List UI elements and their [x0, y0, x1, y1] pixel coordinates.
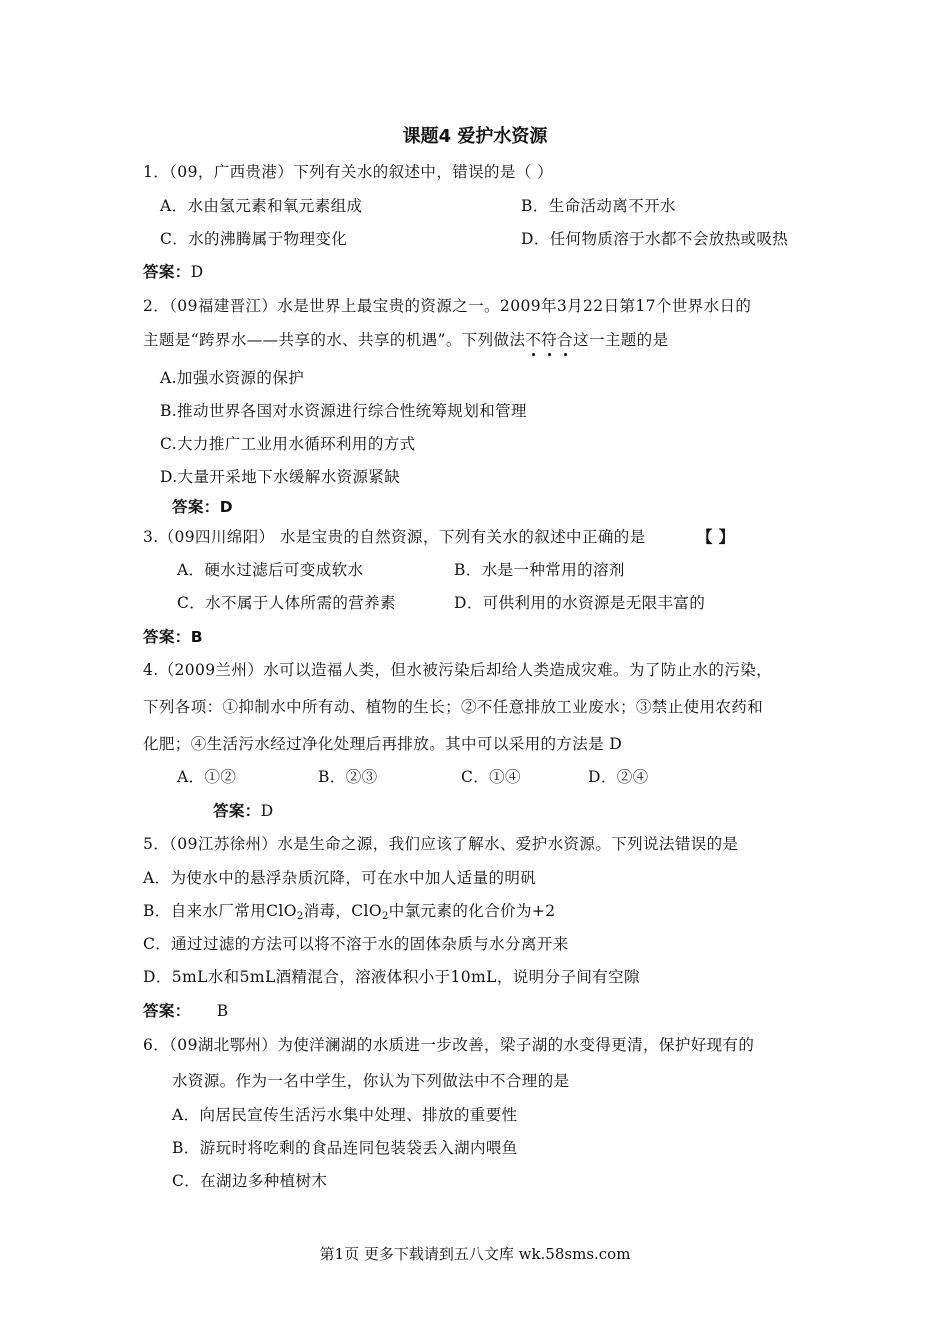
question-1-answer [143, 262, 204, 282]
question-3-option-a: A．硬水过滤后可变成软水 [177, 561, 364, 579]
question-3-answer: 答案：B [143, 628, 203, 646]
emphasis-char: 符 [541, 331, 558, 349]
question-2-option-c: C.大力推广工业用水循环利用的方式 [160, 435, 416, 453]
question-1-stem: 1．（09，广西贵港）下列有关水的叙述中，错误的是（ ） [143, 163, 553, 181]
subscript: 2 [382, 911, 389, 922]
question-3-option-d: D．可供利用的水资源是无限丰富的 [454, 594, 706, 612]
question-4-stem-line1: 4.（2009兰州）水可以造福人类，但水被污染后却给人类造成灾难。为了防止水的污染， [143, 661, 773, 679]
page-title: 课题4 爱护水资源 [402, 126, 548, 147]
question-6-option-a: A．向居民宣传生活污水集中处理、排放的重要性 [172, 1106, 518, 1124]
question-2-stem-line1: 2．（09福建晋江）水是世界上最宝贵的资源之一。2009年3月22日第17个世界水日的 [143, 297, 752, 315]
answer-value: D [190, 263, 204, 281]
question-3-option-b: B．水是一种常用的溶剂 [454, 561, 625, 579]
question-5-option-d: D．5mL水和5mL酒精混合，溶液体积小于10mL，说明分子间有空隙 [143, 968, 640, 986]
question-4-stem-line2: 下列各项：①抑制水中所有动、植物的生长；②不任意排放工业废水；③禁止使用农药和 [143, 698, 764, 716]
question-1-option-c: C．水的沸腾属于物理变化 [160, 230, 348, 248]
question-3-stem: 3.（09四川绵阳） 水是宝贵的自然资源，下列有关水的叙述中正确的是 [143, 528, 646, 546]
answer-label: 答案： [213, 802, 261, 820]
question-6-stem-line1: 6．（09湖北鄂州）为使洋澜湖的水质进一步改善，梁子湖的水变得更清，保护好现有的 [143, 1036, 755, 1054]
question-3-option-c: C．水不属于人体所需的营养素 [177, 594, 396, 612]
question-5-option-b [143, 901, 556, 921]
emphasis-char: 合 [557, 331, 574, 349]
subscript: 2 [296, 911, 304, 922]
answer-label: 答案： [143, 1002, 191, 1020]
option-text: 消毒，ClO [303, 902, 383, 920]
question-6-stem-line2: 水资源。作为一名中学生，你认为下列做法中不合理的是 [172, 1072, 570, 1090]
question-4-stem-line3: 化肥；④生活污水经过净化处理后再排放。其中可以采用的方法是 D [143, 735, 623, 753]
answer-value: D [260, 802, 274, 820]
question-4-option-d: D．②④ [588, 768, 649, 786]
question-3-bracket: 【 】 [697, 528, 735, 546]
question-4-option-a: A．①② [177, 768, 237, 786]
page-footer: 第1页 更多下载请到五八文库 wk.58sms.com [319, 1245, 631, 1263]
question-4-option-c: C．①④ [461, 768, 521, 786]
question-2-option-b: B.推动世界各国对水资源进行综合性统筹规划和管理 [160, 402, 527, 420]
question-1-option-a: A．水由氢元素和氧元素组成 [160, 197, 363, 215]
question-5-option-c: C．通过过滤的方法可以将不溶于水的固体杂质与水分离开来 [143, 935, 569, 953]
stem-text: 这一主题的是 [573, 331, 669, 349]
option-text: 中氯元素的化合价为+2 [388, 902, 556, 920]
question-2-answer: 答案：D [172, 498, 233, 516]
question-2-option-d: D.大量开采地下水缓解水资源紧缺 [160, 468, 401, 486]
question-4-option-b: B．②③ [318, 768, 378, 786]
option-text: B．自来水厂常用ClO [143, 902, 297, 920]
question-1-option-d: D．任何物质溶于水都不会放热或吸热 [521, 230, 789, 248]
answer-value: B [216, 1002, 229, 1020]
question-6-option-b: B．游玩时将吃剩的食品连同包装袋丢入湖内喂鱼 [172, 1139, 518, 1157]
question-5-answer [143, 1001, 229, 1021]
stem-text: 主题是“跨界水——共享的水、共享的机遇”。下列做法 [143, 331, 526, 349]
answer-label: 答案： [143, 263, 191, 281]
question-2-option-a: A.加强水资源的保护 [160, 369, 305, 387]
question-5-stem: 5．（09江苏徐州）水是生命之源，我们应该了解水、爱护水资源。下列说法错误的是 [143, 835, 739, 853]
question-4-answer [213, 801, 274, 821]
question-6-option-c: C．在湖边多种植树木 [172, 1172, 328, 1190]
emphasis-char: 不 [525, 331, 542, 349]
question-1-option-b: B．生命活动离不开水 [521, 197, 676, 215]
question-5-option-a: A．为使水中的悬浮杂质沉降，可在水中加人适量的明矾 [143, 869, 537, 887]
question-2-stem-line2 [143, 330, 668, 350]
